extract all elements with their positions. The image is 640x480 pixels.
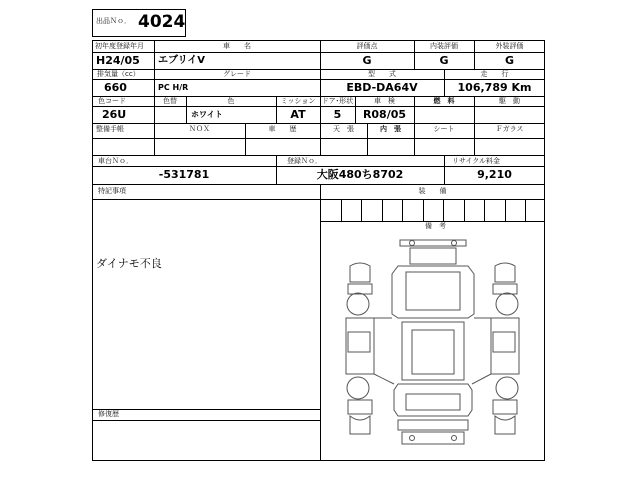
label-fglass: Ｆガラス: [495, 125, 524, 133]
label-score: 評価点: [356, 42, 378, 50]
value-transmission: AT: [290, 108, 306, 121]
value-recycle: 9,210: [477, 168, 512, 181]
label-exterior: 外装評価: [495, 42, 524, 50]
value-first-reg: H24/05: [96, 54, 140, 67]
value-score: G: [362, 54, 372, 67]
label-color-code: 色コード: [98, 97, 126, 105]
label-plate: 登録Ｎｏ．: [287, 157, 322, 165]
label-memo: 備 考: [425, 222, 446, 230]
lot-number-label: 出品Ｎｏ．: [96, 17, 131, 25]
label-transmission: ミッション: [280, 97, 316, 105]
value-color-code: 26U: [102, 108, 127, 121]
car-damage-diagram: [320, 222, 545, 461]
label-seat: シート: [433, 125, 455, 133]
label-leather: 内 張: [380, 125, 401, 133]
label-car-name: 車 名: [223, 42, 251, 50]
label-interior: 内装評価: [430, 42, 458, 50]
value-mileage: 106,789 Km: [457, 81, 532, 94]
label-grade: グレード: [223, 70, 251, 78]
value-model: EBD-DA64V: [346, 81, 418, 94]
label-mileage: 走 行: [480, 70, 509, 78]
label-recycle: リサイクル料金: [452, 157, 501, 165]
label-displacement: 排気量（cc）: [97, 70, 140, 78]
value-exterior: G: [504, 54, 515, 67]
value-inspection: R08/05: [362, 108, 407, 121]
value-car-name: エブリイV: [158, 55, 206, 66]
label-inspection: 車 検: [374, 97, 395, 105]
label-repair: 修復歴: [98, 410, 119, 418]
value-plate: 大阪480ち8702: [316, 168, 404, 181]
value-doors: 5: [333, 108, 342, 121]
value-interior: G: [439, 54, 449, 67]
label-notes: 特記事項: [98, 187, 126, 195]
label-equipment: 整備手帳: [96, 125, 124, 133]
label-first-reg: 初年度登録年月: [95, 42, 144, 50]
label-history: 車 歴: [268, 125, 297, 133]
label-sunroof: 天 張: [333, 125, 354, 133]
label-doors: ドア･形状: [321, 97, 354, 105]
label-drive: 駆 動: [499, 97, 520, 105]
label-fuel: 燃 料: [433, 97, 455, 105]
value-displacement: 660: [104, 81, 127, 94]
lot-number: 4024: [138, 12, 186, 32]
label-model: 型 式: [368, 70, 396, 78]
label-color: 色: [227, 97, 235, 105]
label-chassis: 車台Ｎｏ．: [98, 157, 133, 165]
notes-text: ダイナモ不良: [96, 257, 162, 270]
label-color-change: 色替: [163, 97, 177, 105]
label-nox: ＮＯＸ: [189, 125, 210, 133]
value-color: ホワイト: [191, 110, 223, 119]
label-accessories: 装 備: [418, 187, 447, 195]
value-chassis: -531781: [158, 168, 210, 181]
value-grade: PC H/R: [158, 83, 189, 92]
